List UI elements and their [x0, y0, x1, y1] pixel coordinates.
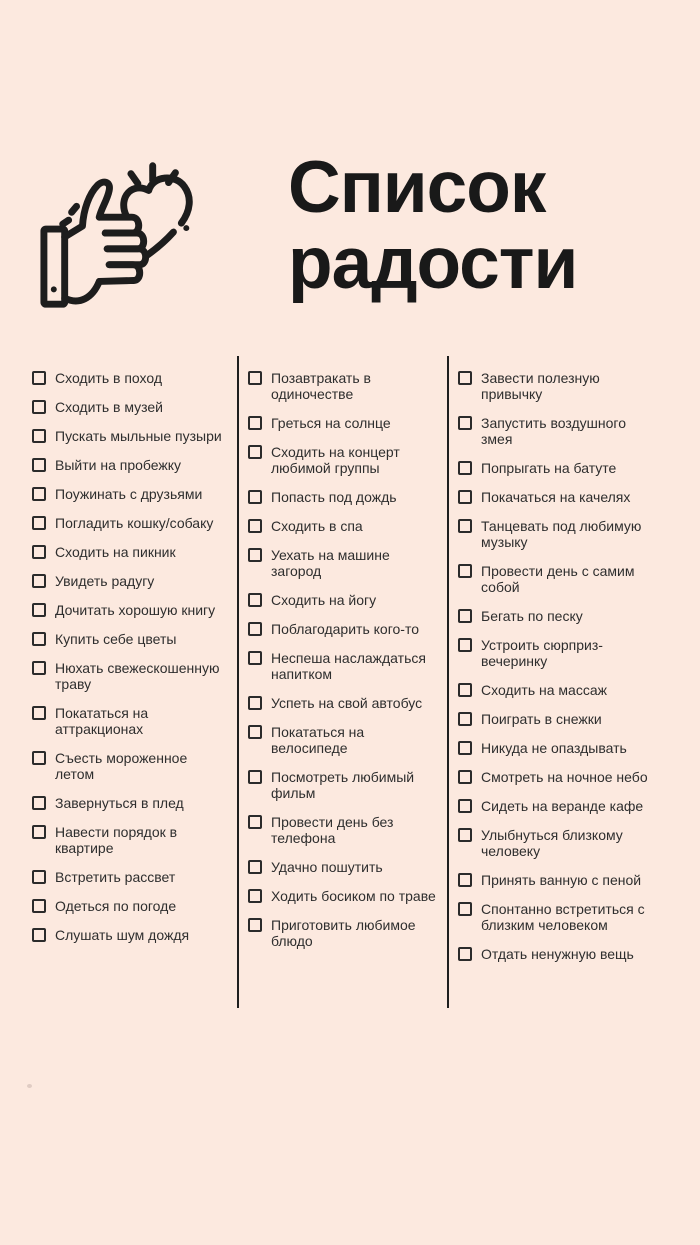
list-item [248, 547, 447, 579]
list-item [458, 901, 657, 933]
list-item [248, 444, 447, 476]
checkbox[interactable] [32, 870, 46, 884]
list-item [32, 927, 237, 943]
list-item-label: Купить себе цветы [55, 631, 177, 647]
checkbox[interactable] [458, 638, 472, 652]
list-item [32, 457, 237, 473]
list-item-label: Одеться по погоде [55, 898, 177, 914]
list-item-label: Смотреть на ночное небо [481, 769, 648, 785]
list-item [458, 798, 657, 814]
list-item [248, 859, 447, 875]
list-item-label: Встретить рассвет [55, 869, 176, 885]
list-item [32, 750, 237, 782]
checkbox[interactable] [458, 947, 472, 961]
list-item-label: Неспеша наслаждаться напитком [271, 650, 426, 682]
list-item-label: Попрыгать на батуте [481, 460, 617, 476]
checkbox[interactable] [32, 371, 46, 385]
checkbox[interactable] [248, 371, 262, 385]
list-item [32, 824, 237, 856]
checkbox[interactable] [32, 899, 46, 913]
list-item-label: Устроить сюрприз- вечеринку [481, 637, 603, 669]
checkbox[interactable] [32, 429, 46, 443]
page-title-line1: Список [288, 147, 546, 228]
checkbox[interactable] [458, 683, 472, 697]
checkbox[interactable] [248, 860, 262, 874]
list-item-label: Бегать по песку [481, 608, 583, 624]
list-item-label: Слушать шум дождя [55, 927, 190, 943]
checkbox[interactable] [458, 770, 472, 784]
list-item-label: Завести полезную привычку [481, 370, 600, 402]
list-item [32, 869, 237, 885]
list-item [32, 428, 237, 444]
checkbox[interactable] [248, 770, 262, 784]
checkbox[interactable] [458, 519, 472, 533]
list-item [32, 602, 237, 618]
list-item-label: Дочитать хорошую книгу [55, 602, 216, 618]
page-title-line2: радости [288, 223, 578, 304]
checkbox[interactable] [248, 519, 262, 533]
list-item [32, 631, 237, 647]
list-item [458, 489, 657, 505]
list-item [458, 769, 657, 785]
list-item [458, 827, 657, 859]
checkbox[interactable] [458, 873, 472, 887]
checkbox[interactable] [248, 416, 262, 430]
header [36, 148, 700, 320]
list-item-label: Покататься на аттракционах [55, 705, 149, 737]
list-item-label: Покачаться на качелях [481, 489, 631, 505]
list-item-label: Сидеть на веранде кафе [481, 798, 644, 814]
checklist [0, 356, 700, 1008]
list-item-label: Греться на солнце [271, 415, 391, 431]
list-item [458, 946, 657, 962]
list-item-label: Поблагодарить кого-то [271, 621, 419, 637]
list-item-label: Ходить босиком по траве [271, 888, 436, 904]
list-item-label: Провести день с самим собой [481, 563, 635, 595]
list-item-label: Поужинать с друзьями [55, 486, 203, 502]
list-item-label: Поиграть в снежки [481, 711, 602, 727]
list-item [32, 399, 237, 415]
list-item-label: Спонтанно встретиться с близким человеком [481, 901, 645, 933]
list-item-label: Успеть на свой автобус [271, 695, 423, 711]
list-item [458, 370, 657, 402]
checkbox[interactable] [32, 825, 46, 839]
list-item [248, 489, 447, 505]
checkbox[interactable] [458, 712, 472, 726]
list-item-label: Сходить в спа [271, 518, 363, 534]
list-item-label: Сходить на пикник [55, 544, 176, 560]
checkbox[interactable] [32, 603, 46, 617]
list-item-label: Сходить на йогу [271, 592, 377, 608]
list-item [458, 637, 657, 669]
list-item [248, 888, 447, 904]
list-item [32, 544, 237, 560]
list-item-label: Сходить на концерт любимой группы [271, 444, 400, 476]
checkbox[interactable] [248, 918, 262, 932]
list-item [248, 814, 447, 846]
list-item [248, 650, 447, 682]
list-item [248, 695, 447, 711]
checklist-column-2 [239, 356, 447, 1008]
list-item [32, 486, 237, 502]
list-item [32, 705, 237, 737]
list-item [32, 515, 237, 531]
checkbox[interactable] [32, 458, 46, 472]
checkbox[interactable] [32, 661, 46, 675]
checkbox[interactable] [248, 622, 262, 636]
checkbox[interactable] [248, 490, 262, 504]
hand-holding-heart-icon [36, 148, 214, 320]
checkbox[interactable] [248, 889, 262, 903]
checkbox[interactable] [32, 796, 46, 810]
checkbox[interactable] [32, 516, 46, 530]
checkbox[interactable] [248, 593, 262, 607]
checkbox[interactable] [248, 445, 262, 459]
checkbox[interactable] [458, 741, 472, 755]
checkbox[interactable] [458, 799, 472, 813]
list-item-label: Уехать на машине загород [271, 547, 390, 579]
list-item-label: Съесть мороженное летом [55, 750, 188, 782]
list-item [458, 682, 657, 698]
checkbox[interactable] [458, 609, 472, 623]
checkbox[interactable] [458, 461, 472, 475]
list-item [32, 795, 237, 811]
list-item-label: Завернуться в плед [55, 795, 184, 811]
list-item-label: Сходить в поход [55, 370, 163, 386]
checkbox[interactable] [32, 545, 46, 559]
list-item [32, 660, 237, 692]
list-item-label: Нюхать свежескошенную траву [55, 660, 220, 692]
list-item-label: Танцевать под любимую музыку [481, 518, 642, 550]
checkbox[interactable] [32, 574, 46, 588]
list-item-label: Сходить на массаж [481, 682, 607, 698]
checklist-column-1 [32, 356, 237, 1008]
list-item-label: Провести день без телефона [271, 814, 394, 846]
list-item [248, 592, 447, 608]
list-item-label: Покататься на велосипеде [271, 724, 365, 756]
list-item [458, 415, 657, 447]
list-item [32, 370, 237, 386]
checkbox[interactable] [32, 632, 46, 646]
list-item-label: Сходить в музей [55, 399, 163, 415]
list-item-label: Запустить воздушного змея [481, 415, 627, 447]
list-item [248, 769, 447, 801]
list-item [248, 518, 447, 534]
list-item-label: Отдать ненужную вещь [481, 946, 634, 962]
checkbox[interactable] [248, 696, 262, 710]
list-item-label: Никуда не опаздывать [481, 740, 627, 756]
list-item-label: Принять ванную с пеной [481, 872, 642, 888]
checkbox[interactable] [458, 490, 472, 504]
list-item [458, 872, 657, 888]
checklist-column-3 [449, 356, 657, 1008]
list-item [458, 608, 657, 624]
list-item [458, 563, 657, 595]
list-item-label: Увидеть радугу [55, 573, 155, 589]
list-item-label: Позавтракать в одиночестве [271, 370, 371, 402]
list-item [248, 917, 447, 949]
list-item [248, 415, 447, 431]
checkbox[interactable] [458, 828, 472, 842]
list-item-label: Пускать мыльные пузыри [55, 428, 222, 444]
list-item-label: Попасть под дождь [271, 489, 397, 505]
list-item [458, 711, 657, 727]
checkbox[interactable] [32, 400, 46, 414]
page-title [288, 147, 578, 304]
list-item [458, 518, 657, 550]
checkbox[interactable] [248, 815, 262, 829]
list-item-label: Выйти на пробежку [55, 457, 182, 473]
list-item-label: Удачно пошутить [271, 859, 383, 875]
checkbox[interactable] [458, 902, 472, 916]
list-item-label: Улыбнуться близкому человеку [481, 827, 623, 859]
checkbox[interactable] [458, 416, 472, 430]
checkbox[interactable] [248, 651, 262, 665]
list-item [32, 573, 237, 589]
list-item [458, 460, 657, 476]
checkbox[interactable] [458, 564, 472, 578]
list-item-label: Приготовить любимое блюдо [271, 917, 416, 949]
list-item [248, 370, 447, 402]
list-item [248, 724, 447, 756]
checkbox[interactable] [32, 487, 46, 501]
checkbox[interactable] [248, 725, 262, 739]
list-item [458, 740, 657, 756]
list-item-label: Навести порядок в квартире [55, 824, 178, 856]
list-item-label: Погладить кошку/собаку [55, 515, 214, 531]
checkbox[interactable] [458, 371, 472, 385]
list-item [248, 621, 447, 637]
checkbox[interactable] [32, 706, 46, 720]
list-item-label: Посмотреть любимый фильм [271, 769, 415, 801]
checkbox[interactable] [248, 548, 262, 562]
list-item [32, 898, 237, 914]
scan-speck [27, 1084, 32, 1088]
checkbox[interactable] [32, 928, 46, 942]
checkbox[interactable] [32, 751, 46, 765]
